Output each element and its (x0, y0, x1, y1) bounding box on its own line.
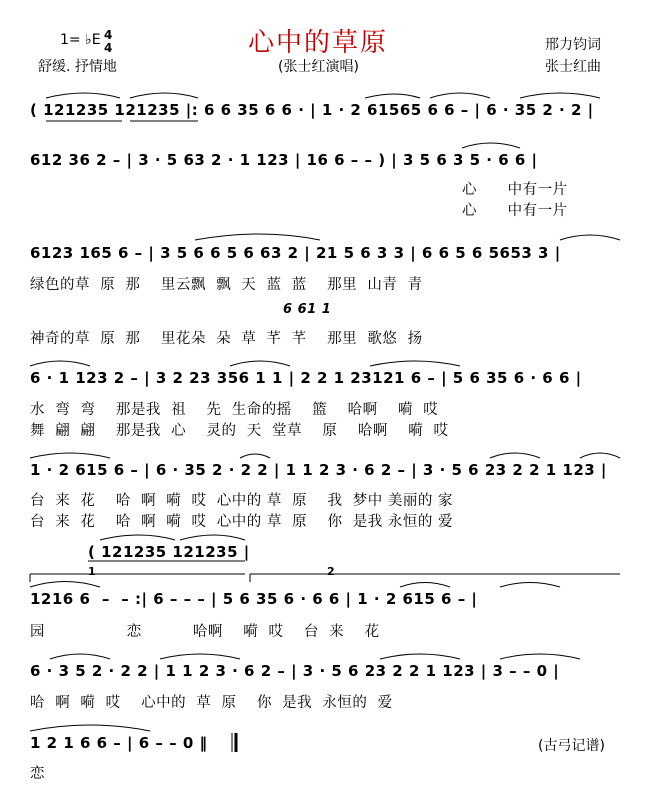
notation-line: 612 36 2 – | 3 · 5 63 2 · 1 123 | 16 6 – – ) | 3 5 6 3 5 · 6 6 | (30, 151, 538, 169)
notation-line: 6123 165 6 – | 3 5 6 6 5 6 63 2 | 21 5 6 3 3 | 6 6 5 6 5653 3 | (30, 244, 561, 262)
lyric-line: 水 弯 弯 那是我 祖 先 生命的摇 篮 哈啊 嗬 哎 (30, 402, 439, 418)
time-signature-bottom: 4 (104, 41, 113, 55)
interlude-notes: ( 121235 121235 | (88, 543, 250, 561)
key-signature: 1= ♭E (60, 32, 101, 48)
composer-credit: 张士红曲 (545, 59, 601, 75)
lyric-line: 心 中有一片 (462, 203, 568, 219)
notation-line: 1 2 1 6 6 – | 6 – – 0 ‖ (30, 734, 208, 752)
notation-line: 6 · 1 123 2 – | 3 2 23 356 1 1 | 2 2 1 23121 6 – | 5 6 35 6 · 6 6 | (30, 369, 582, 387)
tempo-marking: 舒缓. 抒情地 (38, 59, 117, 75)
lyric-line: 台 来 花 哈 啊 嗬 哎 心中的 草 原 我 梦中 美丽的 家 (30, 493, 453, 509)
lyric-line: 恋 (30, 766, 45, 782)
volta-first-label: 1 (88, 565, 96, 578)
lyric-line: 绿色的草 原 那 里云飘 飘 天 蓝 蓝 那里 山青 青 (30, 277, 423, 293)
notation-line: 6 · 3 5 2 · 2 2 | 1 1 2 3 · 6 2 – | 3 · 5 6 23 2 2 1 123 | 3 – – 0 | (30, 662, 560, 680)
notation-line: ( 121235 121235 |: 6 6 35 6 6 · | 1 · 2 61565 6 6 – | 6 · 35 2 · 2 | (30, 101, 594, 119)
alternate-notes: 6 61 1 (283, 302, 332, 317)
notation-line: 1216 6 – – :| 6 – – – | 5 6 35 6 · 6 6 | 1 · 2 615 6 – | (30, 590, 478, 608)
lyric-line: 神奇的草 原 那 里花朵 朵 草 芊 芊 那里 歌悠 扬 (30, 331, 423, 347)
transcriber-note: (古弓记谱) (538, 738, 605, 754)
lyric-line: 心 中有一片 (462, 182, 568, 198)
lyricist-credit: 邢力钧词 (545, 37, 601, 53)
lyric-line: 舞 翩 翩 那是我 心 灵的 天 堂草 原 哈啊 嗬 哎 (30, 423, 449, 439)
song-title: 心中的草原 (248, 28, 389, 58)
singer-credit: (张士红演唱) (278, 59, 359, 75)
time-signature-top: 4 (104, 28, 113, 42)
lyric-line: 台 来 花 哈 啊 嗬 哎 心中的 草 原 你 是我 永恒的 爱 (30, 514, 453, 530)
lyric-line: 哈 啊 嗬 哎 心中的 草 原 你 是我 永恒的 爱 (30, 695, 393, 711)
notation-line: 1 · 2 615 6 – | 6 · 35 2 · 2 2 | 1 1 2 3 · 6 2 – | 3 · 5 6 23 2 2 1 123 | (30, 461, 607, 479)
volta-second-label: 2 (327, 565, 335, 578)
lyric-line: 园 恋 哈啊 嗬 哎 台 来 花 (30, 624, 380, 640)
